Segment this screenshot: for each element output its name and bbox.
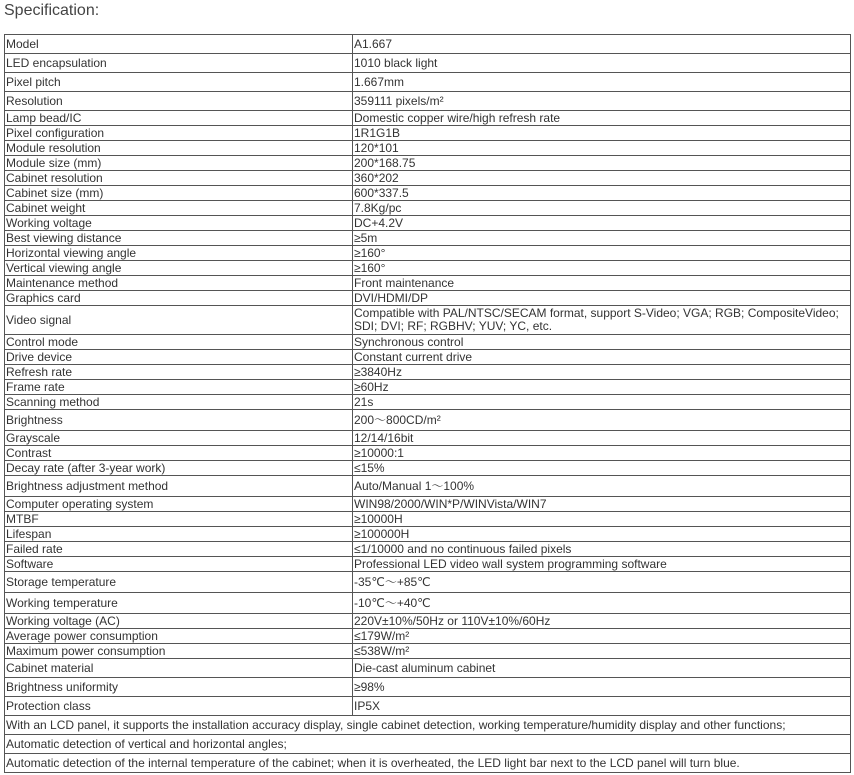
spec-row: [5, 431, 851, 446]
spec-row: [5, 111, 851, 126]
spec-value: 1R1G1B: [353, 126, 851, 141]
spec-value: 359111 pixels/m²: [353, 92, 851, 111]
spec-label: Contrast: [5, 446, 353, 461]
spec-label: Storage temperature: [5, 572, 353, 593]
spec-value: -10℃～+40℃: [353, 593, 851, 614]
spec-row: [5, 697, 851, 716]
spec-label: Working voltage (AC): [5, 614, 353, 629]
spec-row: [5, 557, 851, 572]
spec-label: Scanning method: [5, 395, 353, 410]
spec-label: Cabinet resolution: [5, 171, 353, 186]
spec-label: Working temperature: [5, 593, 353, 614]
spec-value: Compatible with PAL/NTSC/SECAM format, support S-Video; VGA; RGB; CompositeVideo; SDI; DVI; RF; RGBHV; YUV; YC, etc.: [353, 306, 851, 335]
spec-value: 360*202: [353, 171, 851, 186]
specification-table: [4, 34, 851, 773]
spec-label: Frame rate: [5, 380, 353, 395]
note-row: [5, 735, 851, 754]
spec-value: ≥100000H: [353, 527, 851, 542]
spec-row: [5, 35, 851, 54]
spec-label: Cabinet weight: [5, 201, 353, 216]
spec-row: [5, 92, 851, 111]
spec-value: Synchronous control: [353, 335, 851, 350]
spec-row: [5, 678, 851, 697]
spec-row: [5, 527, 851, 542]
spec-value: ≥160°: [353, 261, 851, 276]
spec-label: Computer operating system: [5, 497, 353, 512]
spec-label: Module resolution: [5, 141, 353, 156]
spec-row: [5, 497, 851, 512]
spec-label: Horizontal viewing angle: [5, 246, 353, 261]
spec-label: Module size (mm): [5, 156, 353, 171]
spec-label: Best viewing distance: [5, 231, 353, 246]
spec-label: Resolution: [5, 92, 353, 111]
spec-value: 1010 black light: [353, 54, 851, 73]
spec-label: Brightness: [5, 410, 353, 431]
spec-row: [5, 461, 851, 476]
spec-row: [5, 156, 851, 171]
spec-row: [5, 350, 851, 365]
spec-label: Maximum power consumption: [5, 644, 353, 659]
specification-table-body: [5, 35, 851, 773]
spec-row: [5, 572, 851, 593]
note-row: [5, 754, 851, 773]
spec-label: Control mode: [5, 335, 353, 350]
spec-label: Refresh rate: [5, 365, 353, 380]
spec-value: 200～800CD/m²: [353, 410, 851, 431]
spec-value: ≥160°: [353, 246, 851, 261]
spec-value: Front maintenance: [353, 276, 851, 291]
spec-row: [5, 335, 851, 350]
spec-label: Software: [5, 557, 353, 572]
spec-value: ≥10000H: [353, 512, 851, 527]
spec-value: 7.8Kg/pc: [353, 201, 851, 216]
spec-value: 200*168.75: [353, 156, 851, 171]
spec-label: Video signal: [5, 306, 353, 335]
spec-value: ≤1/10000 and no continuous failed pixels: [353, 542, 851, 557]
spec-row: [5, 201, 851, 216]
spec-row: [5, 593, 851, 614]
spec-value: 21s: [353, 395, 851, 410]
spec-label: Pixel configuration: [5, 126, 353, 141]
spec-value: DVI/HDMI/DP: [353, 291, 851, 306]
spec-row: [5, 246, 851, 261]
spec-label: Decay rate (after 3-year work): [5, 461, 353, 476]
spec-row: [5, 171, 851, 186]
spec-value: Auto/Manual 1～100%: [353, 476, 851, 497]
spec-value: DC+4.2V: [353, 216, 851, 231]
note-row: [5, 716, 851, 735]
spec-value: 12/14/16bit: [353, 431, 851, 446]
spec-row: [5, 659, 851, 678]
spec-label: Cabinet size (mm): [5, 186, 353, 201]
spec-value: 1.667mm: [353, 73, 851, 92]
spec-row: [5, 446, 851, 461]
spec-row: [5, 614, 851, 629]
spec-label: Cabinet material: [5, 659, 353, 678]
spec-row: [5, 126, 851, 141]
spec-value: Die-cast aluminum cabinet: [353, 659, 851, 678]
note-text: Automatic detection of vertical and horizontal angles;: [5, 735, 851, 754]
spec-row: [5, 512, 851, 527]
spec-value: Professional LED video wall system programming software: [353, 557, 851, 572]
spec-value: Domestic copper wire/high refresh rate: [353, 111, 851, 126]
spec-value: 220V±10%/50Hz or 110V±10%/60Hz: [353, 614, 851, 629]
spec-row: [5, 476, 851, 497]
spec-label: Vertical viewing angle: [5, 261, 353, 276]
spec-row: [5, 216, 851, 231]
spec-value: -35℃～+85℃: [353, 572, 851, 593]
spec-row: [5, 54, 851, 73]
spec-row: [5, 141, 851, 156]
spec-label: Drive device: [5, 350, 353, 365]
spec-value: ≥60Hz: [353, 380, 851, 395]
spec-row: [5, 231, 851, 246]
spec-value: ≤538W/m²: [353, 644, 851, 659]
page-title: Specification:: [4, 2, 100, 19]
spec-row: [5, 261, 851, 276]
spec-row: [5, 73, 851, 92]
spec-value: Constant current drive: [353, 350, 851, 365]
spec-value: ≥5m: [353, 231, 851, 246]
spec-label: Failed rate: [5, 542, 353, 557]
spec-value: WIN98/2000/WIN*P/WINVista/WIN7: [353, 497, 851, 512]
spec-label: Brightness uniformity: [5, 678, 353, 697]
spec-label: Working voltage: [5, 216, 353, 231]
note-text: With an LCD panel, it supports the installation accuracy display, single cabinet detection, working temperature/humidity display and other functions;: [5, 716, 851, 735]
spec-label: LED encapsulation: [5, 54, 353, 73]
spec-value: A1.667: [353, 35, 851, 54]
spec-label: Average power consumption: [5, 629, 353, 644]
spec-row: [5, 291, 851, 306]
spec-value: 600*337.5: [353, 186, 851, 201]
spec-label: Grayscale: [5, 431, 353, 446]
spec-row: [5, 542, 851, 557]
spec-row: [5, 395, 851, 410]
spec-label: Graphics card: [5, 291, 353, 306]
spec-value: ≥98%: [353, 678, 851, 697]
spec-row: [5, 186, 851, 201]
spec-value: ≥3840Hz: [353, 365, 851, 380]
spec-row: [5, 410, 851, 431]
spec-row: [5, 365, 851, 380]
spec-value: IP5X: [353, 697, 851, 716]
spec-label: MTBF: [5, 512, 353, 527]
note-text: Automatic detection of the internal temperature of the cabinet; when it is overheated, the LED light bar next to the LCD panel will turn blue.: [5, 754, 851, 773]
spec-label: Brightness adjustment method: [5, 476, 353, 497]
spec-label: Maintenance method: [5, 276, 353, 291]
spec-value: ≤15%: [353, 461, 851, 476]
spec-row: [5, 629, 851, 644]
spec-row: [5, 276, 851, 291]
spec-label: Lamp bead/IC: [5, 111, 353, 126]
spec-row: [5, 644, 851, 659]
spec-row: [5, 306, 851, 335]
spec-row: [5, 380, 851, 395]
spec-label: Model: [5, 35, 353, 54]
spec-label: Protection class: [5, 697, 353, 716]
spec-label: Pixel pitch: [5, 73, 353, 92]
spec-label: Lifespan: [5, 527, 353, 542]
spec-value: ≥10000:1: [353, 446, 851, 461]
spec-value: 120*101: [353, 141, 851, 156]
spec-value: ≤179W/m²: [353, 629, 851, 644]
